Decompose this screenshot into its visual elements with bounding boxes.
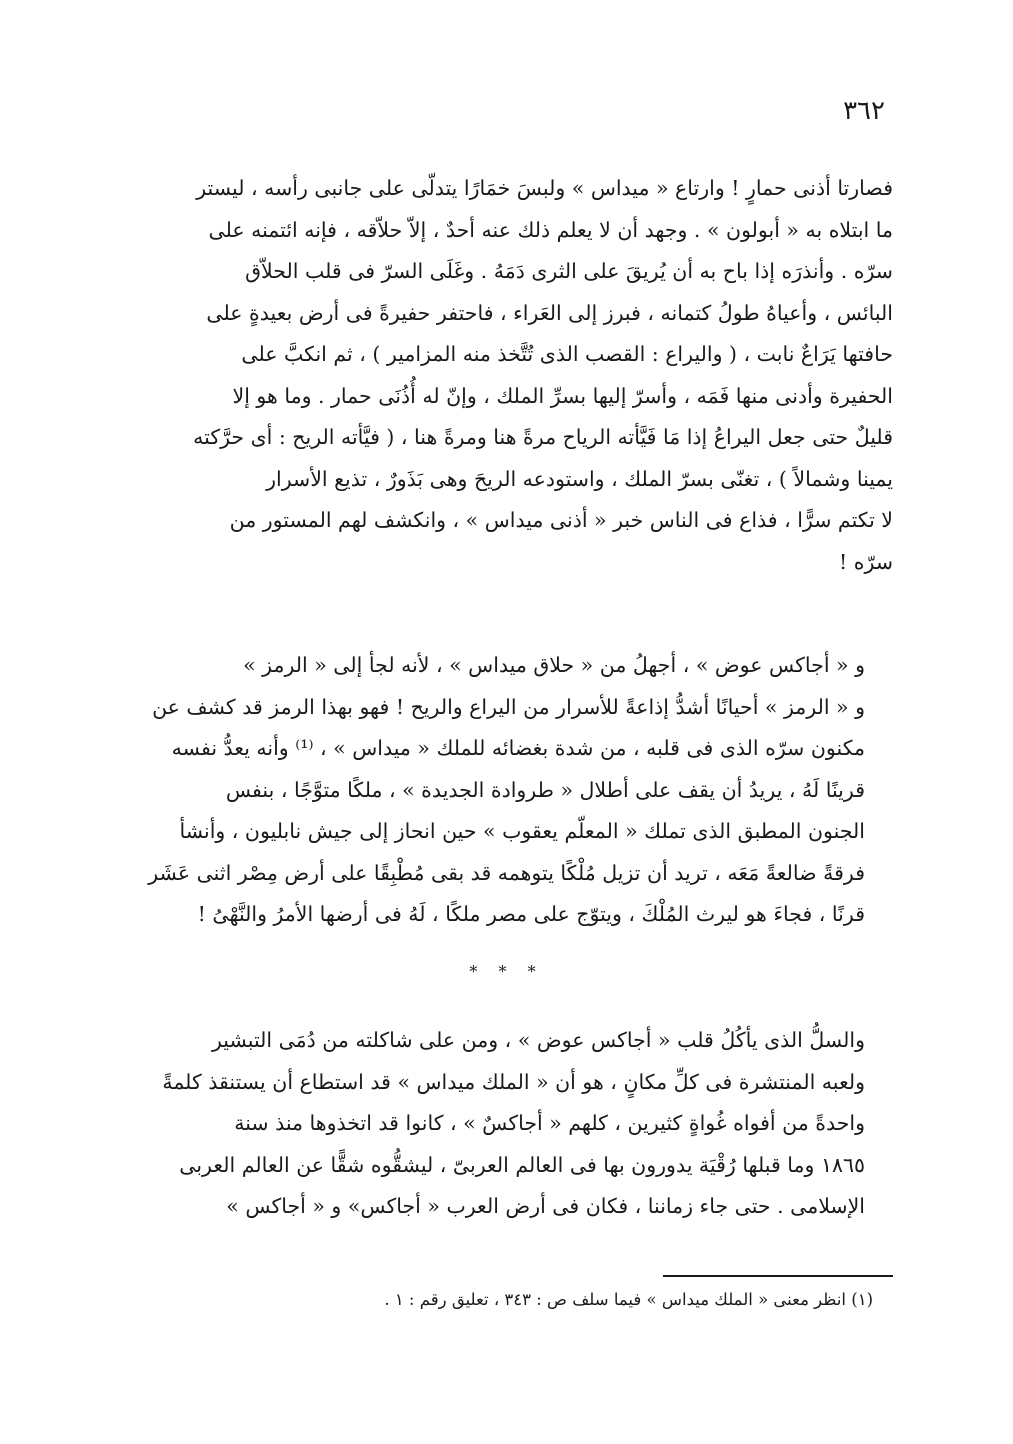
text-line: مكنون سرّه الذى فى قلبه ، من شدة بغضائه للملك « ميداس » ، ⁽¹⁾ وأنه يعدُّ نفسه [171, 736, 865, 760]
paragraph-tuberculosis [117, 1020, 893, 1228]
text-line: ولعبه المنتشرة فى كلِّ مكانٍ ، هو أن « الملك ميداس » قد استطاع أن يستنقذ كلمةً [162, 1069, 865, 1094]
text-line: فرقةً ضالعةً مَعَه ، تريد أن تزيل مُلْكًا يتوهمه قد بقى مُطْبِقًا على أرض مِصْر اثنى عَشَر [148, 860, 865, 885]
text-line: قرنًا ، فجاءَ هو ليرث المُلْكَ ، ويتوّج على مصر ملكًا ، لَهُ فى أرضها الأمرُ والنَّهْىُ ! [197, 902, 865, 926]
text-line: و « أجاكس عوض » ، أجهلُ من « حلاق ميداس » ، لأنه لجأ إلى « الرمز » [243, 653, 865, 677]
text-line: ما ابتلاه به « أبولون » . وجهد أن لا يعلم ذلك عنه أحدٌ ، إلاّ حلاّقه ، فإنه ائتمنه على [208, 217, 893, 242]
text-line: حافتها يَرَاعٌ نابت ، ( واليراع : القصب الذى تُتَّخذ منه المزامير ) ، ثم انكبَّ على [241, 342, 893, 366]
text-line: سرّه ! [839, 549, 893, 574]
text-line: قرينًا لَهُ ، يريدُ أن يقف على أطلال « طروادة الجديدة » ، ملكًا متوَّجًا ، بنفس [225, 777, 865, 802]
text-line: قليلٌ حتى جعل اليراعُ إذا مَا فَيَّأته الرياح مرةً هنا ومرةً هنا ، ( فيَّأته الريح : أى حرَّكته [193, 425, 893, 449]
section-separator: * * * [469, 962, 544, 981]
text-line: الجنون المطبق الذى تملك « المعلّم يعقوب » حين انحاز إلى جيش نابليون ، وأنشأ [179, 819, 865, 843]
text-line: فصارتا أذنى حمارٍ ! وارتاع « ميداس » ولبسَ خمَارًا يتدلّى على جانبى رأسه ، ليستر [196, 176, 893, 200]
text-line: الحفيرة وأدنى منها فَمَه ، وأسرّ إليها بسرِّ الملك ، وإنّ له أُذُنَى حمار . وما هو إلا [232, 383, 893, 408]
text-line: و « الرمز » أحيانًا أشدُّ إذاعةً للأسرار من اليراع والريح ! فهو بهذا الرمز قد كشف عن [152, 694, 865, 719]
paragraph-midas-story [117, 168, 893, 583]
text-line: ١٨٦٥ وما قبلها رُقْيَة يدورون بها فى العالم العربىّ ، ليشقُّوه شقًّا عن العالم العربى [179, 1152, 865, 1177]
text-line: سرّه . وأنذرَه إذا باح به أن يُريقَ على الثرى دَمَهُ . وغَلَى السرّ فى قلب الحلاّق [245, 259, 893, 283]
text-line: يمينا وشمالاً ) ، تغنّى بسرّ الملك ، واستودعه الريحَ وهى بَذَورٌ ، تذيع الأسرار [266, 466, 893, 491]
text-line: الإسلامى . حتى جاء زماننا ، فكان فى أرض العرب « أجاكس» و « أجاكس » [226, 1194, 865, 1218]
page-number: ٣٦٢ [843, 96, 885, 126]
text-line: البائس ، وأعياهُ طولُ كتمانه ، فبرز إلى العَراء ، فاحتفر حفيرةً فى أرض بعيدةٍ على [206, 300, 893, 325]
footnote: (١) انظر معنى « الملك ميداس » فيما سلف ص : ٣٤٣ ، تعليق رقم : ١ . [384, 1290, 873, 1309]
text-line: لا تكتم سرًّا ، فذاع فى الناس خبر « أذنى ميداس » ، وانكشف لهم المستور من [229, 508, 893, 532]
paragraph-ajax-awad [117, 645, 893, 936]
footnote-divider [663, 1275, 893, 1277]
text-line: والسلُّ الذى يأكُلُ قلب « أجاكس عوض » ، ومن على شاكلته من دُمَى التبشير [211, 1028, 865, 1052]
text-line: واحدةً من أفواه غُواةٍ كثيرين ، كلهم « أجاكسٌ » ، كانوا قد اتخذوها منذ سنة [234, 1111, 865, 1135]
